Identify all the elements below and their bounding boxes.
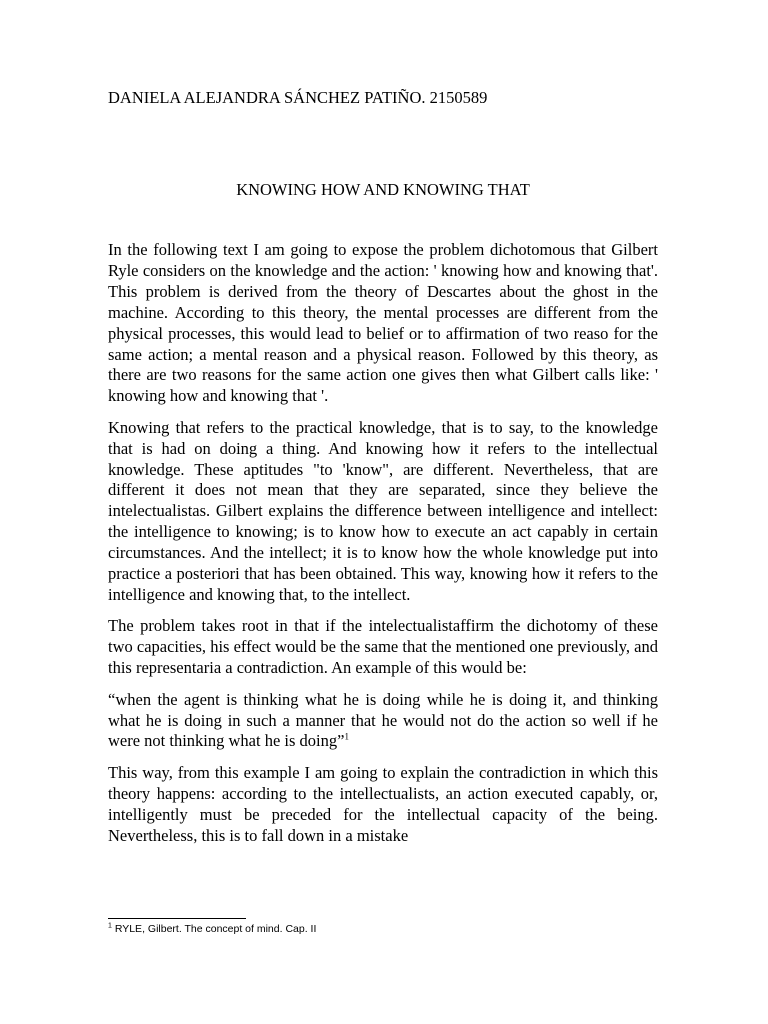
footnote-marker: 1 — [108, 922, 112, 930]
paragraph-intro: In the following text I am going to expose the problem dichotomous that Gilbert Ryle considers on the knowledge and the action: ' knowing how and knowing that'. This problem is derived from the theory of Descartes about the ghost in the machine. According to this theory, the mental processes are different from the physical processes, this would lead to belief or to affirmation of two reaso for the same action; a mental reason and a physical reason. Followed by this theory, as there are two reasons for the same action one gives then what Gilbert calls like: ' knowing how and knowing that '. — [108, 240, 658, 406]
footnote-separator — [108, 918, 246, 919]
document-title: KNOWING HOW AND KNOWING THAT — [236, 180, 530, 199]
paragraph-contradiction: This way, from this example I am going to explain the contradiction in which this theory happens: according to the intellectualists, an action executed capably, or, intelligently must be preceded for the intellectual capacity of the being. Nevertheless, this is to fall down in a mistake — [108, 762, 658, 845]
footnote-reference: 1 — [344, 731, 349, 742]
document-body — [108, 240, 658, 857]
author-line: DANIELA ALEJANDRA SÁNCHEZ PATIÑO. 2150589 — [108, 88, 488, 107]
footnote-text: RYLE, Gilbert. The concept of mind. Cap. II — [111, 923, 317, 935]
footnote — [108, 923, 316, 936]
paragraph-problem: The problem takes root in that if the intelectualistaffirm the dichotomy of these two capacities, his effect would be the same that the mentioned one previously, and this representaria a contradiction. An example of this would be: — [108, 616, 658, 678]
quote-text: “when the agent is thinking what he is doing while he is doing it, and thinking what he is doing in such a manner that he would not do the action so well if he were not thinking what he is doing” — [108, 689, 658, 751]
paragraph-knowing-that: Knowing that refers to the practical knowledge, that is to say, to the knowledge that is had on doing a thing. And knowing how it refers to the intellectual knowledge. These aptitudes "to 'know", are different. Nevertheless, that are different it does not mean that they are separated, since they believe the intelectualistas. Gilbert explains the difference between intelligence and intellect: the intelligence to knowing; is to know how to execute an act capably in certain circumstances. And the intellect; it is to know how the whole knowledge put into practice a posteriori that has been obtained. This way, knowing how it refers to the intelligence and knowing that, to the intellect. — [108, 417, 658, 604]
paragraph-quote — [108, 690, 658, 753]
